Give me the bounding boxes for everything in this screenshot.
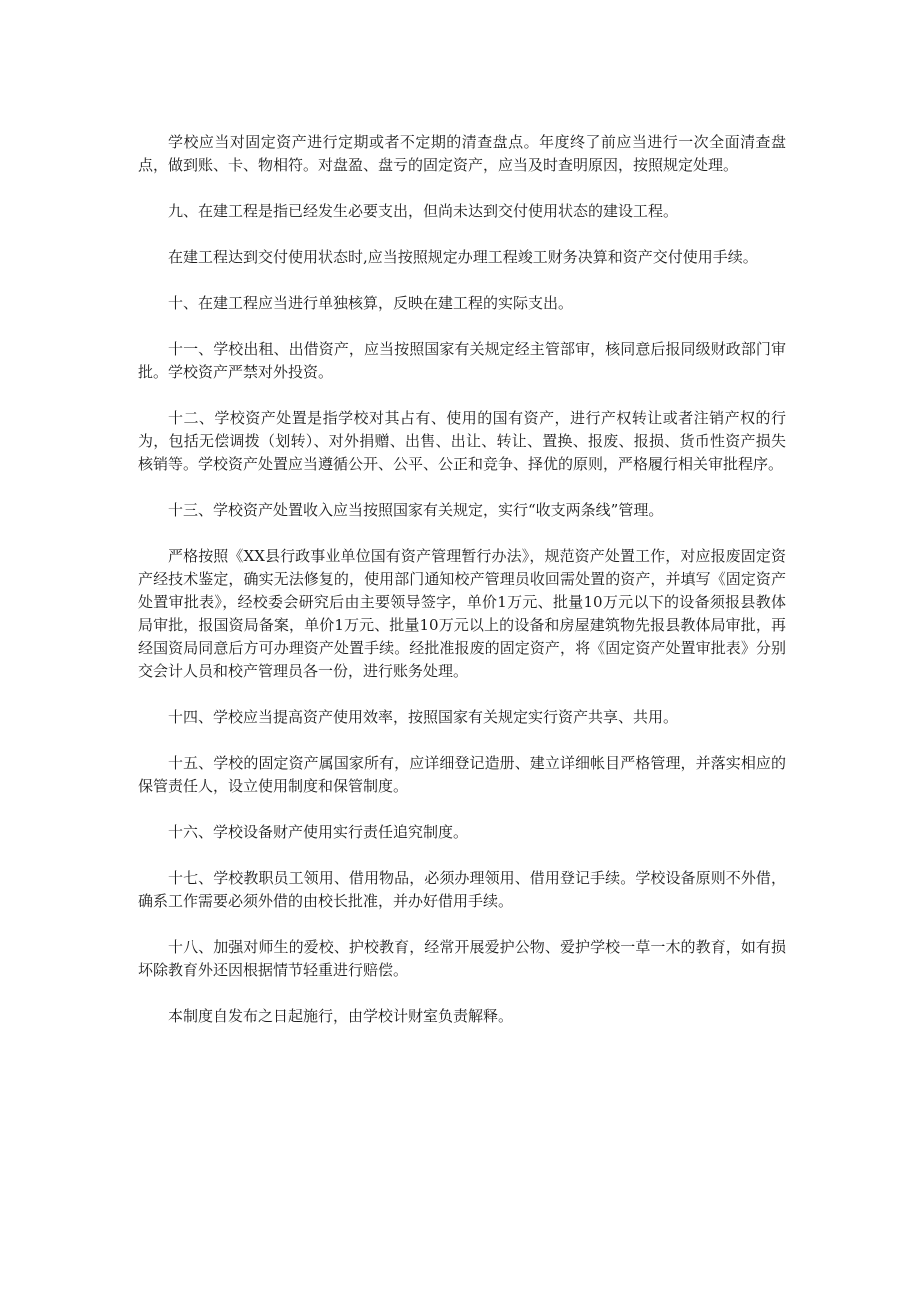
- paragraph-disposal-procedure: 严格按照《XX县行政事业单位国有资产管理暂行办法》，规范资产处置工作，对应报废固定资产经技术鉴定，确实无法修复的，使用部门通知校产管理员收回需处置的资产，并填写《固定资产处置审批表》，经校委会研究后由主要领导签字，单价1万元、批量10万元以下的设备须报县教体局审批，报国资局备案，单价1万元、批量10万元以上的设备和房屋建筑物先报县教体局审批，再经国资局同意后方可办理资产处置手续。经批准报废的固定资产，将《固定资产处置审批表》分别交会计人员和校产管理员各一份，进行账务处理。: [138, 547, 786, 680]
- paragraph-clause-10: 十、在建工程应当进行单独核算，反映在建工程的实际支出。: [168, 294, 574, 312]
- paragraph-clause-9: 九、在建工程是指已经发生必要支出，但尚未达到交付使用状态的建设工程。: [168, 202, 679, 220]
- paragraph-clause-13: 十三、学校资产处置收入应当按照国家有关规定，实行“收支两条线”管理。: [168, 501, 664, 519]
- paragraph-clause-17: 十七、学校教职员工领用、借用物品，必须办理领用、借用登记手续。学校设备原则不外借，确系工作需要必须外借的由校长批准，并办好借用手续。: [138, 869, 786, 910]
- paragraph-clause-16: 十六、学校设备财产使用实行责任追究制度。: [168, 823, 469, 841]
- paragraph-construction-delivery: 在建工程达到交付使用状态时,应当按照规定办理工程竣工财务决算和资产交付使用手续。: [168, 248, 758, 266]
- paragraph-clause-14: 十四、学校应当提高资产使用效率，按照国家有关规定实行资产共享、共用。: [168, 708, 679, 726]
- paragraph-effective-date: 本制度自发布之日起施行，由学校计财室负责解释。: [168, 1007, 514, 1025]
- paragraph-clause-18: 十八、加强对师生的爱校、护校教育，经常开展爱护公物、爱护学校一草一木的教育，如有损坏除教育外还因根据情节轻重进行赔偿。: [138, 938, 786, 979]
- paragraph-clause-12: 十二、学校资产处置是指学校对其占有、使用的国有资产，进行产权转让或者注销产权的行为，包括无偿调拨（划转）、对外捐赠、出售、出让、转让、置换、报废、报损、货币性资产损失核销等。学校资产处置应当遵循公开、公平、公正和竞争、择优的原则，严格履行相关审批程序。: [138, 409, 786, 473]
- paragraph-clause-15: 十五、学校的固定资产属国家所有，应详细登记造册、建立详细帐目严格管理，并落实相应的保管责任人，设立使用制度和保管制度。: [138, 754, 786, 795]
- paragraph-clause-11: 十一、学校出租、出借资产，应当按照国家有关规定经主管部审，核同意后报同级财政部门审批。学校资产严禁对外投资。: [138, 340, 786, 381]
- document-page: [138, 131, 786, 1051]
- paragraph-asset-inventory: 学校应当对固定资产进行定期或者不定期的清查盘点。年度终了前应当进行一次全面清查盘点，做到账、卡、物相符。对盘盈、盘亏的固定资产，应当及时查明原因，按照规定处理。: [138, 133, 786, 174]
